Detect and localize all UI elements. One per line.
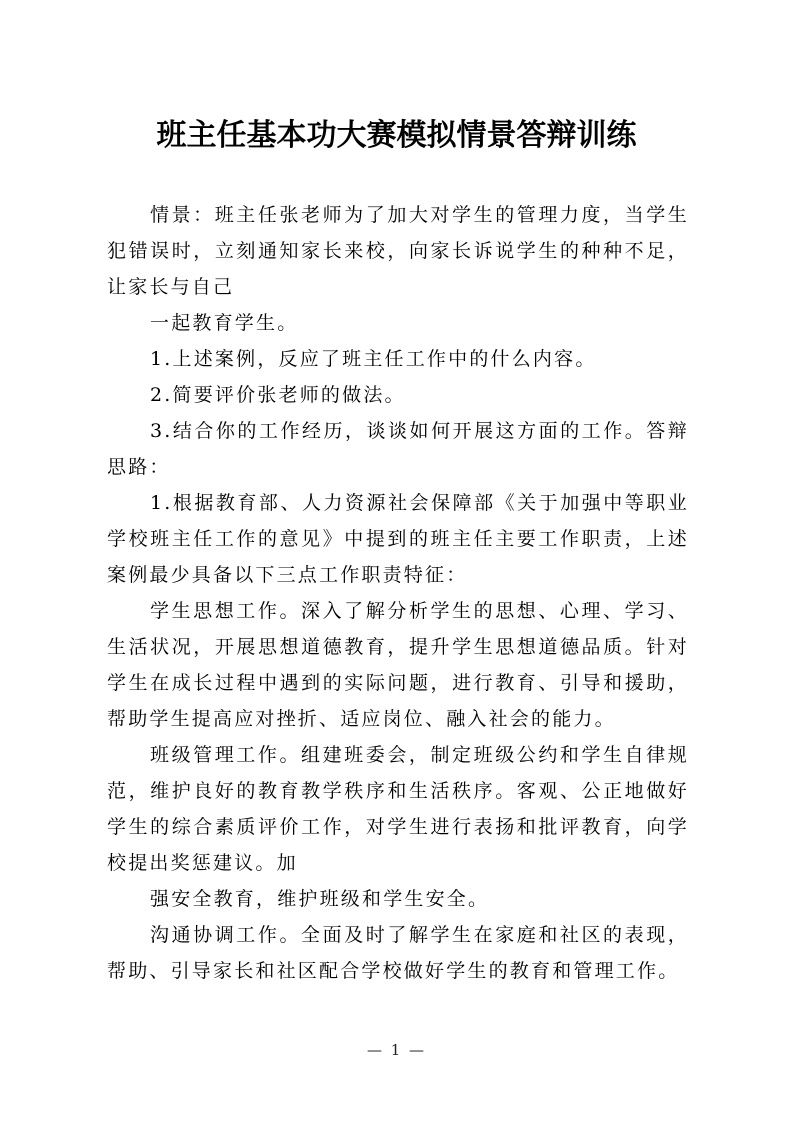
paragraph-question-2: 2.简要评价张老师的做法。	[150, 384, 406, 406]
paragraph-question-3: 3.结合你的工作经历，谈谈如何开展这方面的工作。答辩思路：	[107, 420, 689, 478]
page-number: — 1 —	[366, 1041, 427, 1059]
paragraph-student-thought-work: 学生思想工作。深入了解分析学生的思想、心理、学习、生活状况，开展思想道德教育，提升学生思想道德品质。针对学生在成长过程中遇到的实际问题，进行教育、引导和援助，帮助学生提高应对挫折、适应岗位、融入社会的能力。	[107, 600, 689, 730]
paragraph-answer-1: 1.根据教育部、人力资源社会保障部《关于加强中等职业学校班主任工作的意见》中提到的班主任主要工作职责，上述案例最少具备以下三点工作职责特征：	[107, 492, 689, 586]
paragraph-class-management-work: 班级管理工作。组建班委会，制定班级公约和学生自律规范，维护良好的教育教学秩序和生活秩序。客观、公正地做好学生的综合素质评价工作，对学生进行表扬和批评教育，向学校提出奖惩建议。加	[107, 744, 689, 874]
paragraph-safety-education: 强安全教育，维护班级和学生安全。	[150, 888, 490, 910]
paragraph-question-1: 1.上述案例，反应了班主任工作中的什么内容。	[150, 348, 597, 370]
paragraph-communication-work: 沟通协调工作。全面及时了解学生在家庭和社区的表现，帮助、引导家长和社区配合学校做好学生的教育和管理工作。	[107, 924, 689, 982]
document-title: 班主任基本功大赛模拟情景答辩训练	[156, 118, 637, 153]
paragraph-scenario-continued: 一起教育学生。	[150, 312, 299, 334]
paragraph-scenario: 情景：班主任张老师为了加大对学生的管理力度，当学生犯错误时，立刻通知家长来校，向家长诉说学生的种种不足，让家长与自己	[107, 204, 689, 298]
document-body	[107, 197, 689, 989]
